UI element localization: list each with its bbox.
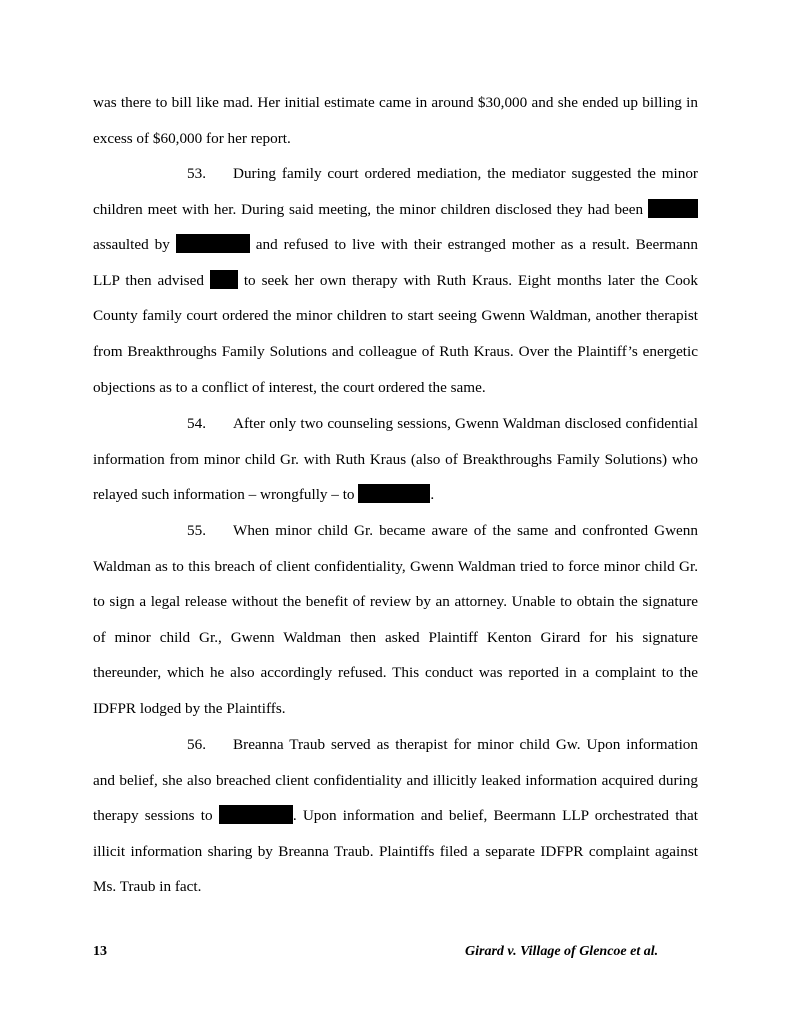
footer-page-number: 13 xyxy=(93,944,107,959)
redaction-bar xyxy=(648,199,698,218)
footer-case-title: Girard v. Village of Glencoe et al. xyxy=(465,944,659,959)
paragraph-number: 54. xyxy=(187,415,206,432)
redaction-bar xyxy=(358,484,430,503)
paragraph-text: . xyxy=(430,486,435,504)
paragraph-54 xyxy=(93,406,698,513)
paragraph-text: Breanna Traub served as therapist for minor child Gw. Upon information and belief, she also breached client confidentiality and illicitly leaked information acquired during therapy sessions to xyxy=(93,736,698,825)
redaction-bar xyxy=(219,805,293,824)
paragraph-number: 56. xyxy=(187,736,206,753)
paragraph-text: . Upon information and belief, Beermann LLP orchestrated that illicit information sharing by Breanna Traub. Plaintiffs filed a separate IDFPR complaint against Ms. Traub in fact. xyxy=(93,807,698,896)
paragraph-56 xyxy=(93,727,698,905)
continuation-paragraph xyxy=(93,85,698,156)
paragraph-number: 53. xyxy=(187,165,206,182)
paragraph-text: and refused to live with their estranged mother as a result. Beermann LLP then advised xyxy=(93,236,698,289)
paragraph-text: to seek her own therapy with Ruth Kraus. Eight months later the Cook County family court ordered the minor children to start seeing Gwenn Waldman, another therapist from Breakthroughs Family Solutions and colleague of Ruth Kraus. Over the Plaintiff’s energetic objections as to a conflict of interest, the court ordered the same. xyxy=(93,271,698,396)
paragraph-text: When minor child Gr. became aware of the same and confronted Gwenn Waldman as to this breach of client confidentiality, Gwenn Waldman tried to force minor child Gr. to sign a legal release without the benefit of review by an attorney. Unable to obtain the signature of minor child Gr., Gwenn Waldman then asked Plaintiff Kenton Girard for his signature thereunder, which he also accordingly refused. This conduct was reported in a complaint to the IDFPR lodged by the Plaintiffs. xyxy=(93,522,698,717)
paragraph-text: After only two counseling sessions, Gwenn Waldman disclosed confidential information from minor child Gr. with Ruth Kraus (also of Breakthroughs Family Solutions) who relayed such information – wrongfully – to xyxy=(93,415,698,504)
paragraph-text: assaulted by xyxy=(93,236,176,254)
redaction-bar xyxy=(176,234,250,253)
paragraph-number: 55. xyxy=(187,522,206,539)
continuation-text: was there to bill like mad. Her initial estimate came in around $30,000 and she ended up billing in excess of $60,000 for her report. xyxy=(93,94,698,147)
redaction-bar xyxy=(210,270,238,289)
paragraph-55 xyxy=(93,513,698,727)
paragraph-text: During family court ordered mediation, the mediator suggested the minor children meet with her. During said meeting, the minor children disclosed they had been xyxy=(93,165,698,218)
paragraph-53 xyxy=(93,156,698,405)
